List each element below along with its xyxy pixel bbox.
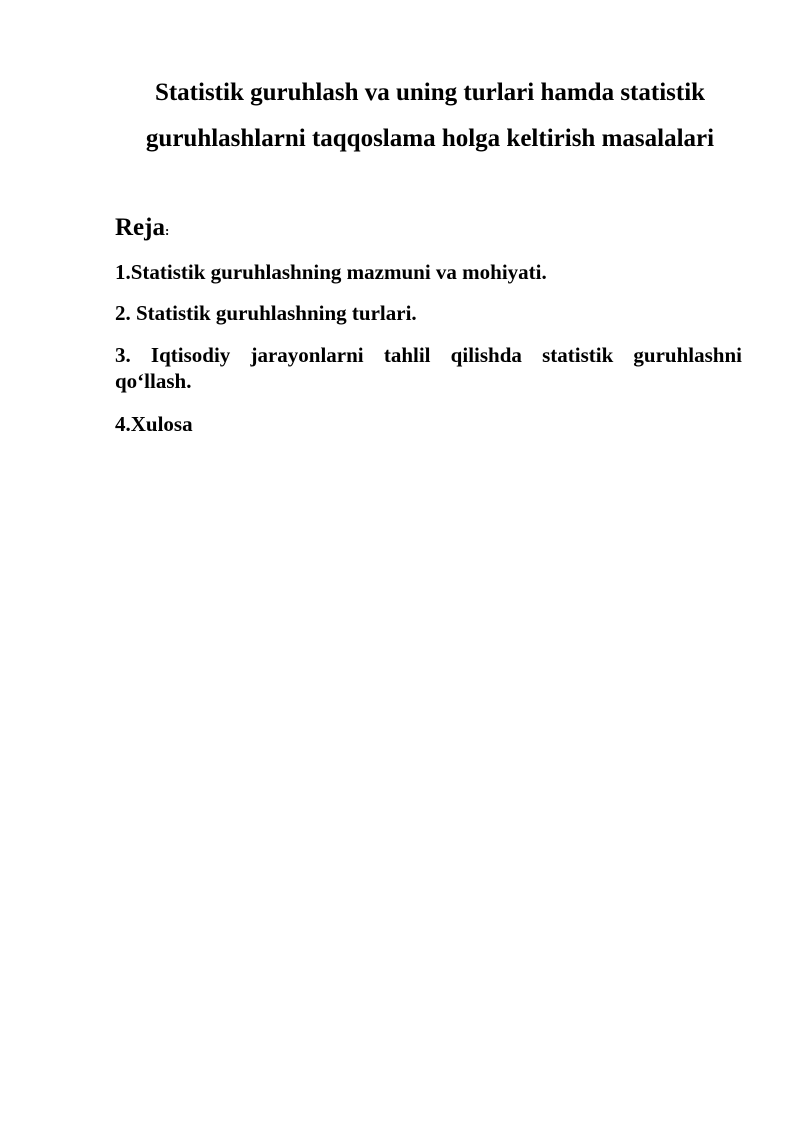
plan-item-3: [115, 342, 742, 394]
plan-item-4: 4.Xulosa: [115, 412, 193, 436]
plan-item-3-line-1: 3. Iqtisodiy jarayonlarni tahlil qilishda statistik guruhlashni: [115, 343, 742, 367]
plan-heading-colon: :: [164, 223, 170, 238]
plan-heading: [115, 215, 169, 240]
plan-heading-text: Reja: [115, 214, 165, 241]
document-title-line-2: guruhlashlarni taqqoslama holga keltirish masalalari: [145, 125, 715, 152]
document-title-line-1: Statistik guruhlash va uning turlari hamda statistik: [154, 79, 706, 106]
plan-item-1: 1.Statistik guruhlashning mazmuni va mohiyati.: [115, 260, 547, 284]
plan-item-2: 2. Statistik guruhlashning turlari.: [115, 301, 417, 325]
plan-item-3-line-2: qo‘llash.: [115, 369, 192, 393]
